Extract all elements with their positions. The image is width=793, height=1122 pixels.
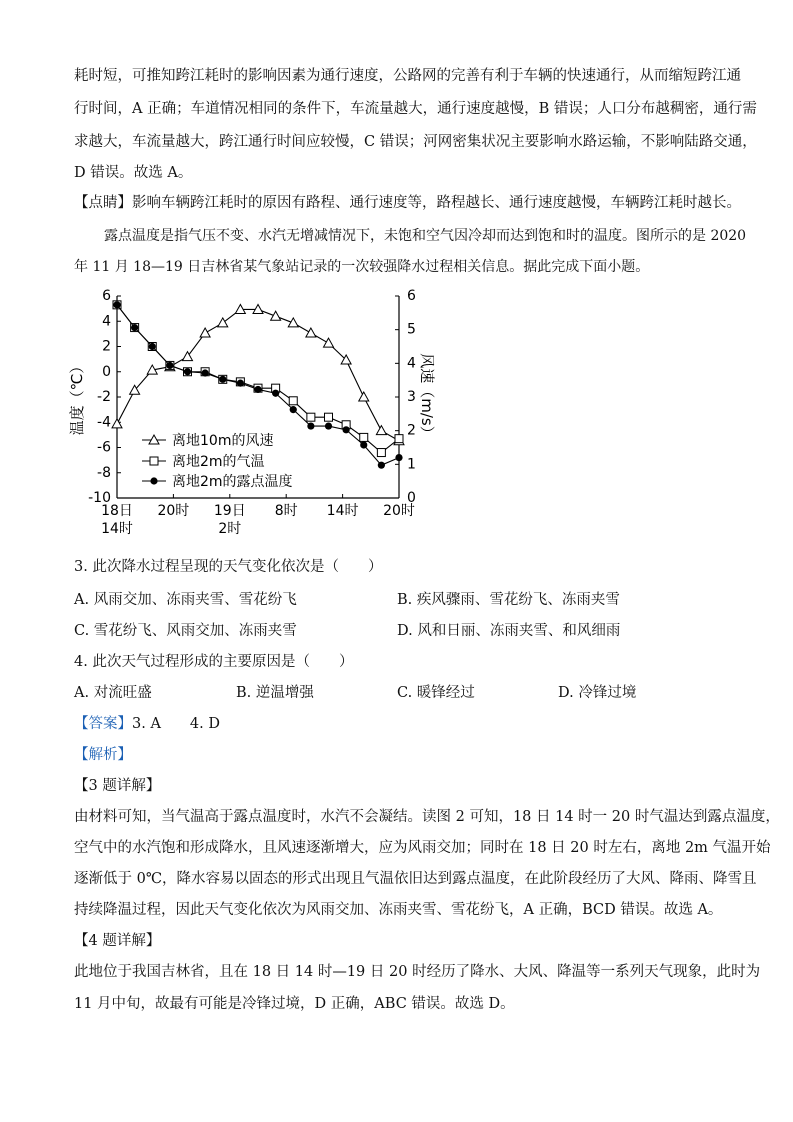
x-tick-label: 14时 bbox=[326, 503, 359, 519]
left-tick-label: 6 bbox=[102, 288, 111, 304]
answer-tag: 【答案】 bbox=[74, 716, 132, 732]
wind-point bbox=[218, 318, 228, 327]
left-tick-label: 0 bbox=[102, 363, 111, 380]
x-tick-label: 14时 bbox=[101, 521, 133, 537]
q4-option-c: C. 暖锋经过 bbox=[397, 685, 475, 701]
answer-line bbox=[74, 714, 220, 734]
d3-line4: 持续降温过程，因此天气变化依次为风雨交加、冻雨夹雪、雪花纷飞，A 正确，BCD 错误。故选 A。 bbox=[74, 902, 723, 918]
para1-line1: 耗时短，可推知跨江耗时的影响因素为通行速度，公路网的完善有利于车辆的快速通行，从而缩短跨江通 bbox=[74, 68, 741, 84]
wind-point bbox=[200, 328, 210, 337]
x-tick-label: 20时 bbox=[383, 503, 415, 519]
intro-line2: 年 11 月 18—19 日吉林省某气象站记录的一次较强降水过程相关信息。据此完成下面小题。 bbox=[74, 259, 650, 275]
left-tick-label: -8 bbox=[97, 464, 111, 481]
intro-line1: 露点温度是指气压不变、水汽无增减情况下，未饱和空气因冷却而达到饱和时的温度。图所示的是 2020 bbox=[104, 228, 747, 244]
d3-line2: 空气中的水汽饱和形成降水，且风速逐渐增大，应为风雨交加；同时在 18 日 20 时左右，离地 2m 气温开始 bbox=[74, 840, 771, 856]
q4-option-d: D. 冷锋过境 bbox=[558, 685, 637, 701]
q3-stem: 3. 此次降水过程呈现的天气变化依次是（ ） bbox=[74, 559, 383, 575]
chart-svg bbox=[68, 283, 436, 545]
dewpoint-point bbox=[166, 362, 173, 369]
dewpoint-point bbox=[395, 454, 402, 461]
q3-option-c: C. 雪花纷飞、风雨交加、冻雨夹雪 bbox=[74, 623, 297, 639]
wind-point bbox=[306, 328, 316, 337]
wind-point bbox=[112, 419, 122, 428]
d3-line3: 逐渐低于 0℃，降水容易以固态的形式出现且气温依旧达到露点温度，在此阶段经历了大风、降雨、降雪且 bbox=[74, 871, 757, 887]
dewpoint-point bbox=[360, 441, 367, 448]
x-tick-label: 20时 bbox=[157, 503, 190, 519]
dewpoint-point bbox=[272, 390, 279, 397]
right-tick-label: 0 bbox=[407, 490, 416, 506]
dianjing-tag: 【点睛】 bbox=[74, 195, 132, 211]
x-tick-label: 18日 bbox=[101, 503, 133, 519]
q4-option-b: B. 逆温增强 bbox=[236, 685, 314, 701]
dewpoint-point bbox=[131, 324, 138, 331]
dewpoint-point bbox=[149, 343, 156, 350]
answer-text: 3. A 4. D bbox=[132, 716, 220, 732]
dianjing bbox=[74, 193, 741, 213]
wind-point bbox=[376, 426, 386, 435]
wind-point bbox=[288, 318, 298, 327]
dewpoint-point bbox=[254, 386, 261, 393]
legend-label: 离地2m的露点温度 bbox=[172, 474, 293, 490]
wind-point bbox=[359, 392, 369, 401]
dewpoint-point bbox=[307, 422, 314, 429]
right-tick-label: 6 bbox=[407, 288, 416, 304]
left-tick-label: -2 bbox=[97, 389, 111, 405]
d3-title: 【3 题详解】 bbox=[74, 778, 161, 794]
q3-option-b: B. 疾风骤雨、雪花纷飞、冻雨夹雪 bbox=[397, 592, 620, 608]
legend-temp-marker bbox=[150, 457, 158, 465]
temp-point bbox=[307, 413, 315, 421]
right-tick-label: 3 bbox=[407, 389, 416, 405]
dianjing-text: 影响车辆跨江耗时的原因有路程、通行速度等，路程越长、通行速度越慢，车辆跨江耗时越长。 bbox=[132, 195, 741, 211]
temp-point bbox=[377, 449, 385, 457]
legend-label: 离地2m的气温 bbox=[172, 454, 265, 470]
q3-option-d: D. 风和日丽、冻雨夹雪、和风细雨 bbox=[397, 623, 621, 639]
legend-dewpoint-marker bbox=[150, 477, 157, 484]
left-tick-label: -6 bbox=[97, 439, 111, 456]
d4-line2: 11 月中旬，故最有可能是冷锋过境，D 正确，ABC 错误。故选 D。 bbox=[74, 996, 515, 1012]
left-tick-label: -4 bbox=[97, 414, 111, 431]
x-tick-label: 2时 bbox=[218, 521, 242, 537]
dewpoint-point bbox=[378, 462, 385, 469]
temp-point bbox=[325, 413, 333, 421]
series-line-0 bbox=[117, 309, 399, 440]
dewpoint-point bbox=[290, 406, 297, 413]
left-tick-label: 2 bbox=[102, 338, 111, 355]
q3-option-a: A. 风雨交加、冻雨夹雪、雪花纷飞 bbox=[74, 592, 297, 608]
left-tick-label: -10 bbox=[88, 490, 111, 506]
right-tick-label: 5 bbox=[407, 321, 416, 338]
x-tick-label: 8时 bbox=[274, 503, 298, 519]
right-tick-label: 1 bbox=[407, 456, 416, 473]
dewpoint-point bbox=[237, 380, 244, 387]
wind-point bbox=[183, 352, 193, 361]
para1-line2: 行时间，A 正确；车道情况相同的条件下，车流量越大，通行速度越慢，B 错误；人口分布越稠密，通行需 bbox=[74, 101, 757, 117]
wind-point bbox=[324, 338, 334, 347]
temp-point bbox=[395, 435, 403, 443]
x-tick-label: 19日 bbox=[213, 503, 246, 519]
right-tick-label: 4 bbox=[407, 355, 416, 372]
right-axis-label: 风速（m/s） bbox=[418, 353, 436, 441]
dewpoint-point bbox=[325, 422, 332, 429]
legend-label: 离地10m的风速 bbox=[172, 433, 274, 449]
para1-line4: D 错误。故选 A。 bbox=[74, 165, 193, 181]
d4-line1: 此地位于我国吉林省，且在 18 日 14 时—19 日 20 时经历了降水、大风、降温等一系列天气现象，此时为 bbox=[74, 964, 761, 980]
left-axis-label: 温度（℃） bbox=[68, 358, 86, 436]
dewpoint-point bbox=[343, 426, 350, 433]
temp-point bbox=[360, 433, 368, 441]
series-line-1 bbox=[117, 305, 399, 453]
left-tick-label: 4 bbox=[102, 313, 111, 330]
wind-point bbox=[271, 311, 281, 320]
dewpoint-point bbox=[113, 301, 120, 308]
q4-stem: 4. 此次天气过程形成的主要原因是（ ） bbox=[74, 654, 354, 670]
d3-line1: 由材料可知，当气温高于露点温度时，水汽不会凝结。读图 2 可知，18 日 14 时一 20 时气温达到露点温度， bbox=[74, 809, 780, 825]
weather-chart bbox=[68, 283, 436, 545]
right-tick-label: 2 bbox=[407, 422, 416, 439]
temp-point bbox=[289, 397, 297, 405]
dewpoint-point bbox=[202, 369, 209, 376]
d4-title: 【4 题详解】 bbox=[74, 933, 161, 949]
q4-option-a: A. 对流旺盛 bbox=[74, 685, 152, 701]
dewpoint-point bbox=[219, 376, 226, 383]
analysis-tag: 【解析】 bbox=[74, 747, 132, 763]
para1-line3: 求越大，车流量越大，跨江通行时间应较慢，C 错误；河网密集状况主要影响水路运输，不影响陆路交通， bbox=[74, 134, 757, 150]
dewpoint-point bbox=[184, 368, 191, 375]
